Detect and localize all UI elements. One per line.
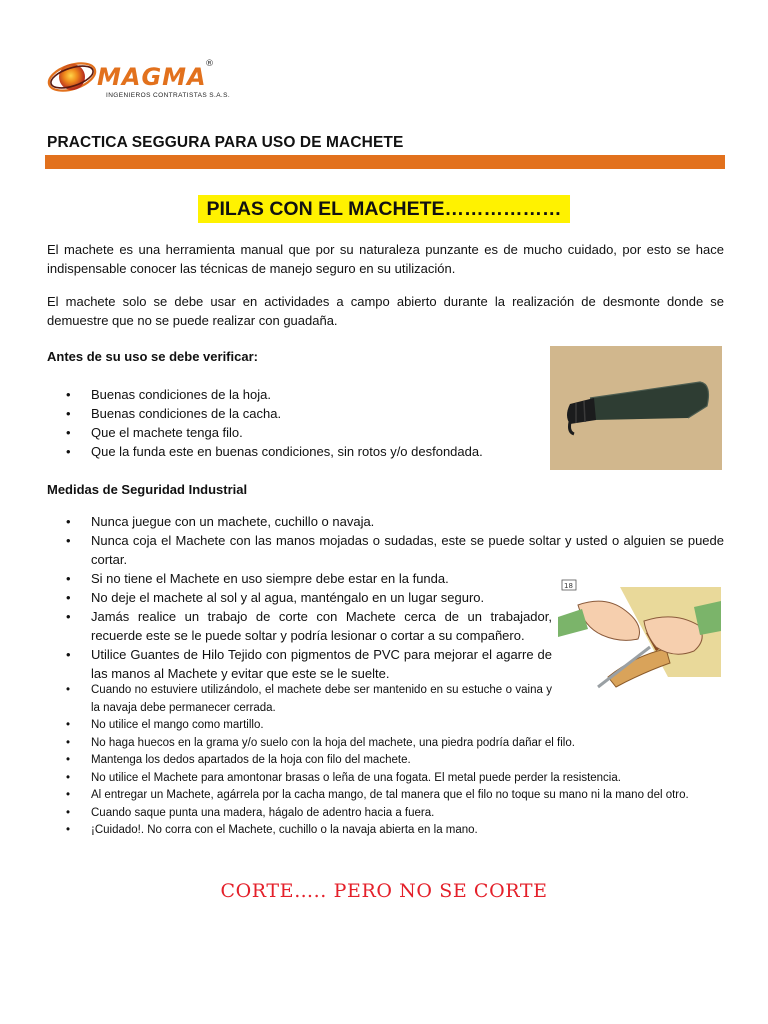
list-item: • Nunca coja el Machete con las manos mojadas o sudadas, este se puede soltar y usted o alguien se puede cortar. <box>47 531 724 569</box>
list-item: • Utilice Guantes de Hilo Tejido con pigmentos de PVC para mejorar el agarre de las manos al Machete y evitar que este se le suelte. <box>47 645 552 683</box>
title-divider <box>45 155 725 169</box>
svg-text:18: 18 <box>564 582 573 590</box>
list-item: • No utilice el mango como martillo. <box>47 717 724 735</box>
machete-photo <box>550 346 722 470</box>
highlight-banner: PILAS CON EL MACHETE……………… <box>198 195 570 223</box>
list-item: • Buenas condiciones de la hoja. <box>47 385 517 404</box>
list-item: • Nunca juegue con un machete, cuchillo o navaja. <box>47 512 724 531</box>
svg-text:MAGMA: MAGMA <box>97 63 207 91</box>
list-item: • Cuando saque punta una madera, hágalo de adentro hacia a fuera. <box>47 805 724 823</box>
list-item: • Jamás realice un trabajo de corte con Machete cerca de un trabajador, recuerde este se le puede soltar y podría lesionar o cortar a su compañero. <box>47 607 552 645</box>
intro-paragraph: El machete es una herramienta manual que por su naturaleza punzante es de mucho cuidado, por esto se hace indispensable conocer las técnicas de manejo seguro en su utilización. <box>47 242 724 276</box>
list-item: • ¡Cuidado!. No corra con el Machete, cuchillo o la navaja abierta en la mano. <box>47 822 724 840</box>
list-item: • No utilice el Machete para amontonar brasas o leña de una fogata. El metal puede perder la resistencia. <box>47 770 724 788</box>
list-item: • No haga huecos en la grama y/o suelo con la hoja del machete, una piedra podría dañar el filo. <box>47 735 724 753</box>
list-item: • Que la funda este en buenas condiciones, sin rotos y/o desfondada. <box>47 442 517 461</box>
list-item: • Buenas condiciones de la cacha. <box>47 404 517 423</box>
list-item: • Cuando no estuviere utilizándolo, el machete debe ser mantenido en su estuche o vaina y la navaja debe permanecer cerrada. <box>47 682 552 717</box>
list-item: • No deje el machete al sol y al agua, manténgalo en un lugar seguro. <box>47 588 552 607</box>
section-heading-verify: Antes de su uso se debe verificar: <box>47 349 258 364</box>
carving-illustration <box>558 577 721 693</box>
section-heading-safety: Medidas de Seguridad Industrial <box>47 482 248 497</box>
list-item: • Al entregar un Machete, agárrela por la cacha mango, de tal manera que el filo no toque su mano ni la mano del otro. <box>47 787 724 805</box>
usage-paragraph: El machete solo se debe usar en actividades a campo abierto durante la realización de desmonte donde se demuestre que no se puede realizar con guadaña. <box>47 294 724 328</box>
list-item: • Si no tiene el Machete en uso siempre debe estar en la funda. <box>47 569 724 588</box>
slogan: CORTE….. PERO NO SE CORTE <box>220 880 548 902</box>
verify-list <box>47 385 517 461</box>
svg-text:®: ® <box>205 59 214 69</box>
logo-subtitle: INGENIEROS CONTRATISTAS S.A.S. <box>106 92 231 99</box>
document-title: PRACTICA SEGGURA PARA USO DE MACHETE <box>47 134 404 151</box>
safety-list-small <box>47 682 724 840</box>
list-item: • Que el machete tenga filo. <box>47 423 517 442</box>
list-item: • Mantenga los dedos apartados de la hoja con filo del machete. <box>47 752 724 770</box>
